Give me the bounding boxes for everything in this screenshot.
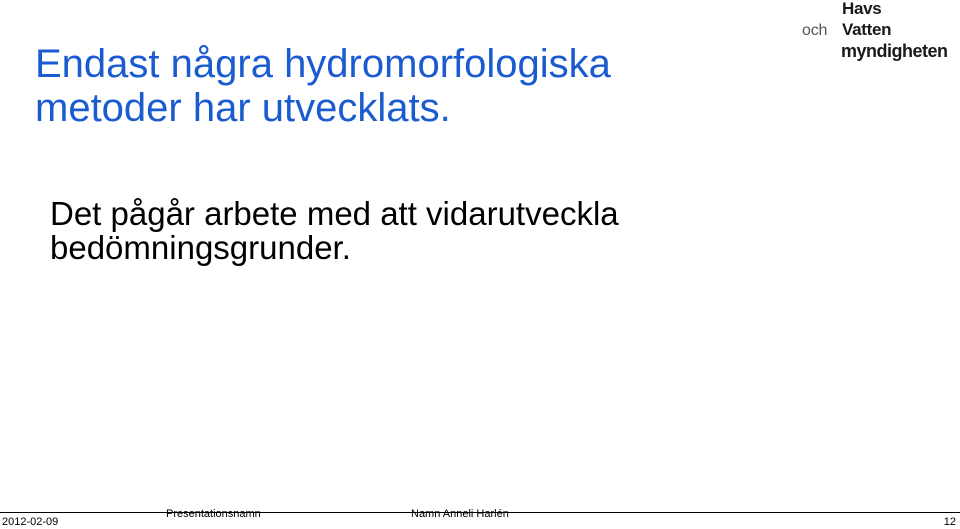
logo-word-och: och — [802, 22, 828, 39]
slide-title — [35, 42, 755, 130]
slide-body-line-1: Det pågår arbete med att vidarutveckla — [50, 195, 619, 232]
slide-title-line-2: metoder har utvecklats. — [35, 86, 451, 130]
logo-word-havs: Havs — [842, 0, 882, 18]
footer-author: Namn Anneli Harlén — [411, 508, 509, 520]
havs-och-vatten-logo — [802, 0, 960, 64]
footer-date: 2012-02-09 — [2, 516, 59, 528]
slide-body-line-2: bedömningsgrunder. — [50, 229, 351, 266]
slide-title-line-1: Endast några hydromorfologiska — [35, 42, 611, 86]
footer-presentation-name: Presentationsnamn — [166, 508, 261, 520]
footer-page-number: 12 — [943, 516, 956, 528]
logo-word-myndigheten: myndigheten — [841, 41, 948, 61]
slide-body — [50, 197, 830, 265]
logo-word-vatten: Vatten — [842, 20, 892, 39]
